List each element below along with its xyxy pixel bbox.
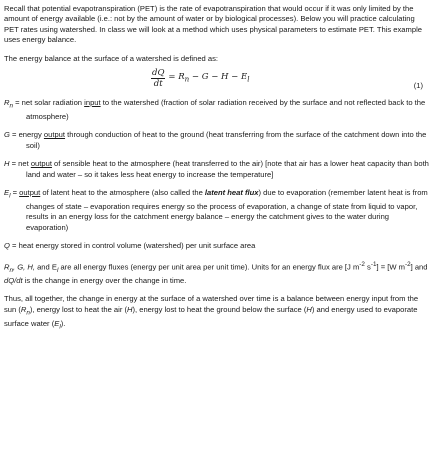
energy-balance-equation xyxy=(151,68,249,89)
def-rn-symbol: R xyxy=(4,98,10,108)
summary-text-b: ), energy lost to heat the air ( xyxy=(29,304,127,314)
def-el-text: ) due to evaporation (remember latent heat is from changes of state – evaporation requires energy so the process of evaporation, a change of state from liquid to vapor, results in an energy loss for the catchment energy balance – energy the catchment gives to the water during evaporation) xyxy=(26,187,428,232)
balance-intro: The energy balance at the surface of a watershed is defined as: xyxy=(4,53,219,63)
def-g-underlined: output xyxy=(43,130,66,140)
units-sup-2: -1 xyxy=(370,260,377,268)
def-rn-sub: n xyxy=(9,102,14,110)
units-and-e: and E xyxy=(37,262,57,272)
equation-number: (1) xyxy=(413,81,423,91)
def-q-symbol: Q xyxy=(4,241,10,251)
units-text-5: is the change in energy over the change in time. xyxy=(22,275,187,285)
units-el-sub: l xyxy=(56,266,59,274)
def-h-text: of sensible heat to the atmosphere (heat transferred to the air) [note that air has a lower heat capacity than both land and water – so it takes less heat energy to increase the temperature] xyxy=(26,159,429,179)
units-ghe: , G, H, xyxy=(13,262,38,272)
units-sup-1: -2 xyxy=(359,260,365,268)
units-paragraph xyxy=(4,260,431,287)
eq-el-sub: l xyxy=(247,74,250,84)
summary-h2: H xyxy=(306,304,312,314)
def-q-text: = heat energy stored in control volume (watershed) per unit surface area xyxy=(9,241,256,251)
def-rn-text: to the watershed (fraction of solar radiation received by the surface and not reflected back to the atmosphere) xyxy=(26,98,426,121)
units-sup-3: -2 xyxy=(404,260,411,268)
summary-paragraph xyxy=(4,294,431,332)
def-el-pre: = xyxy=(10,187,20,197)
summary-text-a: Thus, all together, the change in energy at the surface of a watershed over time is a balance between energy input from the sun ( xyxy=(4,294,419,314)
def-h-symbol: H xyxy=(4,159,10,169)
equation-rhs xyxy=(168,72,249,85)
definition-rn xyxy=(4,98,431,122)
def-el-sub: l xyxy=(9,192,11,200)
eq-rest: − G − H − E xyxy=(189,71,248,82)
eq-rn: R xyxy=(178,71,185,82)
units-text-4: ] and xyxy=(410,262,428,272)
summary-text-c: ), energy lost to heat the ground below the surface ( xyxy=(132,304,307,314)
def-el-bold: latent heat flux xyxy=(204,187,259,197)
definition-el xyxy=(4,188,431,233)
def-h-pre: = net xyxy=(9,159,31,169)
units-text-3: ] = [W m xyxy=(376,262,405,272)
units-rn-sub: n xyxy=(9,266,14,274)
units-rn: R xyxy=(4,262,10,272)
eq-sign: = xyxy=(168,71,179,82)
def-rn-underlined: input xyxy=(84,98,101,108)
summary-el: E xyxy=(54,318,60,328)
def-el-underlined: output xyxy=(19,187,41,197)
def-g-text: through conduction of heat to the ground (heat transferring from the surface of the catchment down into the soil) xyxy=(26,130,427,150)
summary-text-d: ) and energy used to evaporate surface water ( xyxy=(4,304,418,328)
eq-rn-sub: n xyxy=(184,74,190,84)
equation-block xyxy=(4,66,431,96)
definition-h xyxy=(4,159,431,180)
summary-rn: R xyxy=(20,304,27,314)
def-h-underlined: output xyxy=(30,159,52,169)
equation-denominator: dt xyxy=(153,79,163,90)
summary-h: H xyxy=(127,304,133,314)
def-el-symbol: E xyxy=(4,187,10,197)
intro-paragraph: Recall that potential evapotranspiration (PET) is the rate of evapotranspiration that would occur if it was only limited by the amount of energy available (i.e.: not by the amount of water or by biological processes). Below you will practice calculating PET rates using watershed. In class we will look at a method which uses physical parameters to estimate PET. This example uses energy balance. xyxy=(4,4,422,45)
def-g-pre: = energy xyxy=(9,130,44,140)
def-rn-pre: = net solar radiation xyxy=(13,98,85,108)
units-text-1: are all energy fluxes (energy per unit area per unit time). Units for an energy flux are [J m xyxy=(58,262,360,272)
units-text-2: s xyxy=(364,262,371,272)
summary-rn-sub: n xyxy=(26,309,30,317)
definition-g xyxy=(4,130,431,151)
summary-el-sub: l xyxy=(59,323,61,331)
definition-q xyxy=(4,241,431,251)
equation-numerator: dQ xyxy=(152,68,165,79)
def-g-symbol: G xyxy=(4,130,10,140)
equation-fraction xyxy=(151,68,165,89)
def-el-mid: of latent heat to the atmosphere (also called the xyxy=(40,187,205,197)
summary-text-e: ). xyxy=(60,318,66,328)
units-dqdt: dQ/dt xyxy=(4,275,23,285)
